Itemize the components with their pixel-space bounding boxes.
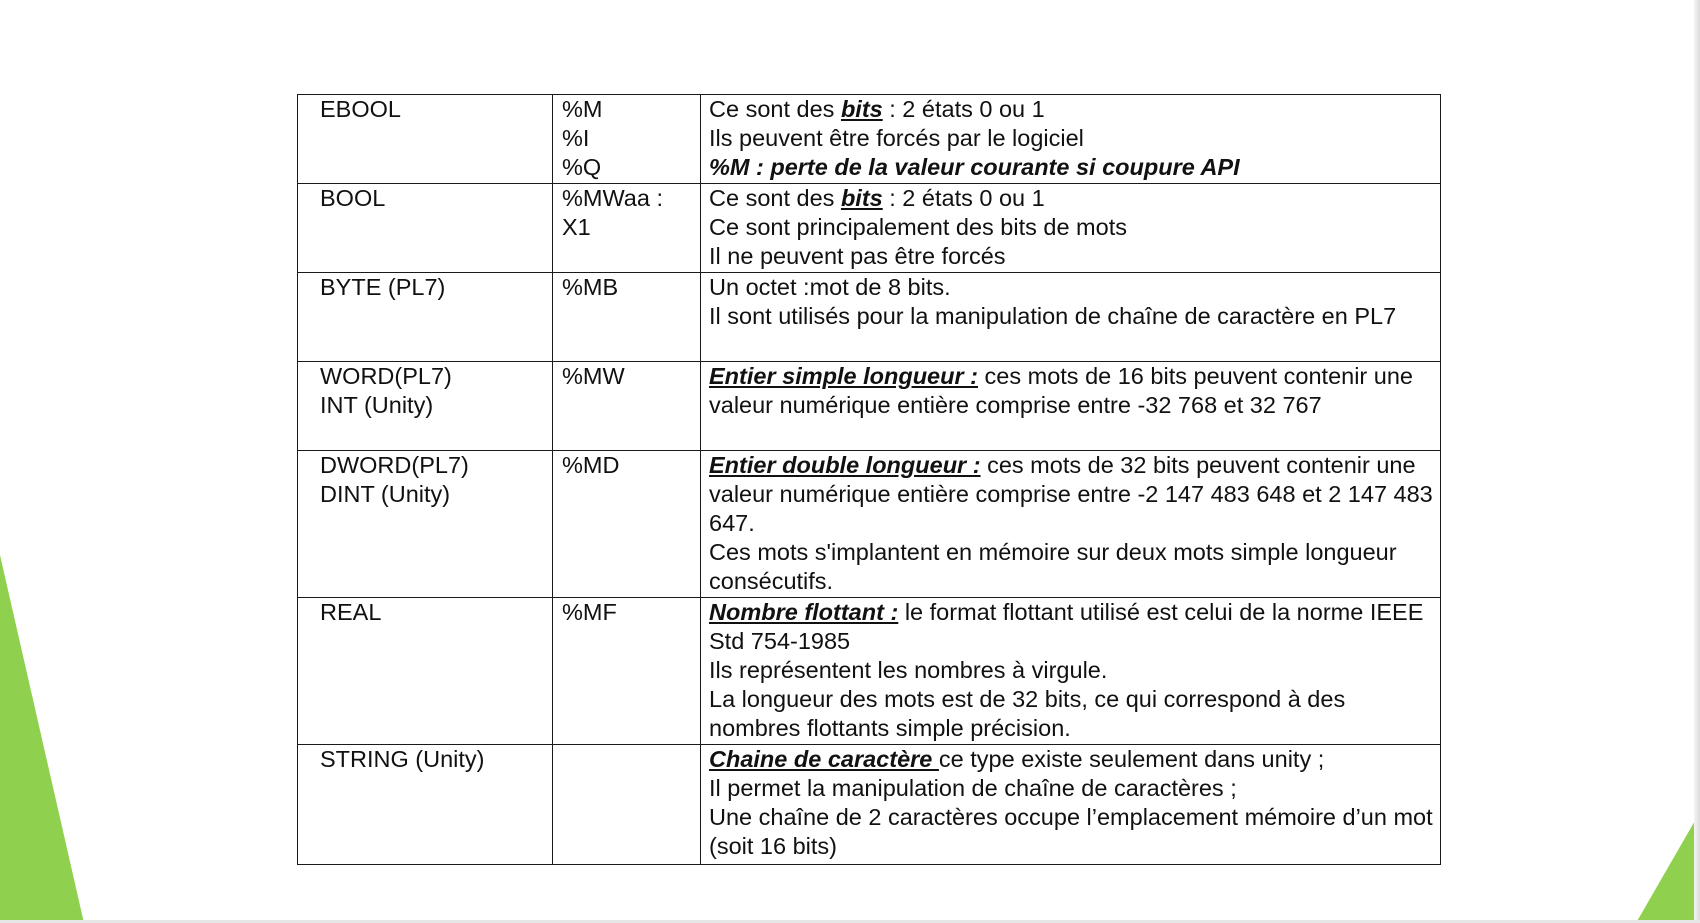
- type-name: EBOOL: [320, 96, 401, 122]
- description-text: La longueur des mots est de 32 bits, ce qui correspond à des nombres flottants simple précision.: [709, 686, 1346, 741]
- emphasized-text: bits: [840, 185, 883, 211]
- type-name: REAL: [320, 599, 382, 625]
- address-cell: [553, 745, 701, 865]
- description-text: Ils peuvent être forcés par le logiciel: [709, 125, 1084, 151]
- type-cell: [298, 745, 553, 865]
- table-row: [298, 745, 1441, 865]
- type-cell: [298, 184, 553, 273]
- description-paragraph: [709, 656, 1434, 685]
- type-name: DWORD(PL7): [320, 452, 469, 478]
- type-cell: [298, 362, 553, 451]
- table-row: [298, 273, 1441, 362]
- description-text: ces mots de 16 bits peuvent contenir une valeur numérique entière comprise entre -32 768 et 32 767: [709, 363, 1413, 418]
- description-text: Il permet la manipulation de chaîne de caractères ;: [709, 775, 1237, 801]
- description-text: Ils représentent les nombres à virgule.: [709, 657, 1108, 683]
- description-paragraph: [709, 124, 1434, 153]
- description-text: le format flottant utilisé est celui de la norme IEEE Std 754-1985: [709, 599, 1424, 654]
- description-paragraph: [709, 95, 1434, 124]
- description-paragraph: [709, 273, 1434, 302]
- emphasized-text: Entier double longueur :: [709, 452, 981, 478]
- description-text: ce type existe seulement dans unity ;: [938, 746, 1325, 772]
- type-name: DINT (Unity): [320, 481, 451, 507]
- type-name: STRING (Unity): [320, 746, 485, 772]
- address-cell: [553, 451, 701, 598]
- emphasized-text: Entier simple longueur :: [709, 363, 978, 389]
- type-cell: [298, 598, 553, 745]
- description-text: : 2 états 0 ou 1: [882, 96, 1045, 122]
- description-cell: [701, 745, 1441, 865]
- type-name: BYTE (PL7): [320, 274, 446, 300]
- slide-right-edge: [1694, 0, 1700, 923]
- address-prefix: %MW: [562, 363, 625, 389]
- address-prefix: %Q: [562, 154, 602, 180]
- type-name: BOOL: [320, 185, 386, 211]
- address-prefix: %MD: [562, 452, 620, 478]
- table-row: [298, 598, 1441, 745]
- description-paragraph: [709, 745, 1434, 774]
- address-cell: [553, 362, 701, 451]
- address-prefix: %I: [562, 125, 590, 151]
- address-prefix: %MB: [562, 274, 619, 300]
- table-row: [298, 451, 1441, 598]
- description-text: Ces mots s'implantent en mémoire sur deux mots simple longueur consécutifs.: [709, 539, 1397, 594]
- address-cell: [553, 95, 701, 184]
- description-text: Ce sont principalement des bits de mots: [709, 214, 1127, 240]
- description-text: Un octet :mot de 8 bits.: [709, 274, 951, 300]
- description-cell: [701, 362, 1441, 451]
- description-paragraph: [709, 598, 1434, 656]
- description-cell: [701, 598, 1441, 745]
- description-paragraph: [709, 362, 1434, 420]
- table-row: [298, 95, 1441, 184]
- description-paragraph: [709, 302, 1434, 331]
- table-row: [298, 184, 1441, 273]
- description-text: : 2 états 0 ou 1: [882, 185, 1045, 211]
- description-paragraph: [709, 184, 1434, 213]
- description-paragraph: [709, 242, 1434, 271]
- description-text: Ce sont des: [709, 96, 841, 122]
- description-paragraph: [709, 685, 1434, 743]
- address-cell: [553, 273, 701, 362]
- green-triangle-right-shape: [1636, 812, 1700, 923]
- type-cell: [298, 451, 553, 598]
- type-name: INT (Unity): [320, 392, 434, 418]
- data-types-table: [297, 94, 1441, 865]
- emphasized-text: bits: [840, 96, 883, 122]
- address-cell: [553, 184, 701, 273]
- address-cell: [553, 598, 701, 745]
- description-paragraph: [709, 803, 1434, 861]
- description-cell: [701, 273, 1441, 362]
- description-cell: [701, 451, 1441, 598]
- data-types-table-body: [298, 95, 1441, 865]
- type-cell: [298, 95, 553, 184]
- description-paragraph: [709, 538, 1434, 596]
- address-prefix: %M: [562, 96, 603, 122]
- description-paragraph: [709, 451, 1434, 538]
- address-prefix: %MF: [562, 599, 617, 625]
- description-paragraph: [709, 153, 1434, 182]
- emphasized-text: %M : perte de la valeur courante si coupure API: [709, 154, 1240, 180]
- emphasized-text: Chaine de caractère: [709, 746, 939, 772]
- description-text: Une chaîne de 2 caractères occupe l’emplacement mémoire d’un mot (soit 16 bits): [709, 804, 1433, 859]
- address-prefix: X1: [562, 214, 591, 240]
- description-text: Il sont utilisés pour la manipulation de chaîne de caractère en PL7: [709, 303, 1397, 329]
- description-cell: [701, 95, 1441, 184]
- description-cell: [701, 184, 1441, 273]
- emphasized-text: Nombre flottant :: [709, 599, 899, 625]
- description-paragraph: [709, 213, 1434, 242]
- description-text: Il ne peuvent pas être forcés: [709, 243, 1006, 269]
- type-cell: [298, 273, 553, 362]
- address-prefix: %MWaa :: [562, 185, 663, 211]
- description-text: Ce sont des: [709, 185, 841, 211]
- description-text: ces mots de 32 bits peuvent contenir une valeur numérique entière comprise entre -2 147 483 648 et 2 147 483 647.: [709, 452, 1433, 536]
- description-paragraph: [709, 774, 1434, 803]
- type-name: WORD(PL7): [320, 363, 452, 389]
- table-row: [298, 362, 1441, 451]
